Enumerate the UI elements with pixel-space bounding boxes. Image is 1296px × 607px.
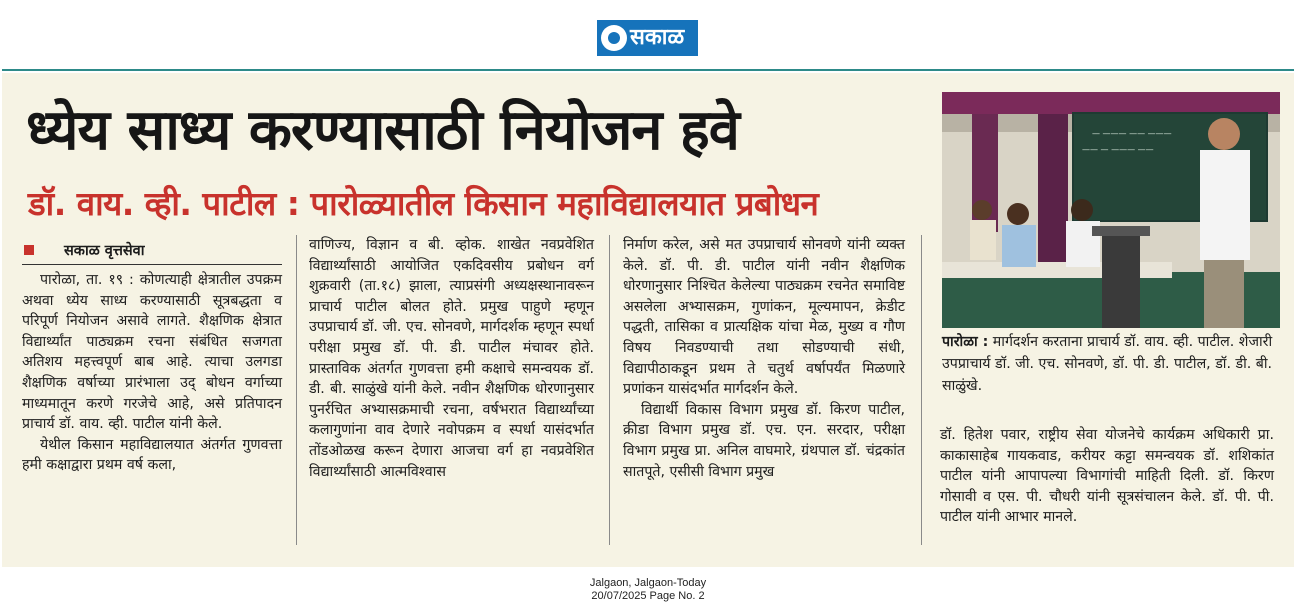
masthead-logo	[597, 20, 698, 56]
caption-label: पारोळा :	[942, 334, 989, 350]
column-divider	[296, 235, 297, 545]
caption-text: मार्गदर्शन करताना प्राचार्य डॉ. वाय. व्ही. पाटील. शेजारी उपप्राचार्य डॉ. जी. एच. सोनवणे, डॉ. पी. डी. पाटील, डॉ. डी. बी. साळुंखे.	[942, 334, 1273, 394]
bullet-square-icon	[24, 245, 34, 255]
paragraph: वाणिज्य, विज्ञान व बी. व्होक. शाखेत नवप्रवेशित विद्यार्थ्यांसाठी आयोजित एकदिवसीय प्रबोधन वर्ग शुक्रवारी (ता.१८) झाला, त्याप्रसंगी अध्यक्षस्थानावरून प्राचार्य पाटील बोलत होते. प्रमुख पाहुणे म्हणून उपप्राचार्य डॉ. जी. एच. सोनवणे, मार्गदर्शक म्हणून स्पर्धा परीक्षा प्रमुख डॉ. पी. डी. पाटील मंचावर होते. प्रास्ताविक अंतर्गत गुणवत्ता हमी कक्षाचे समन्वयक डॉ. डी. बी. साळुंखे यांनी केले. नवीन शैक्षणिक धोरणानुसार पुनर्रचित अभ्यासक्रमाची रचना, वर्षभरात विद्यार्थ्यांच्या कलागुणांना वाव देणारे नवोपक्रम व स्पर्धा यासंदर्भात तोंडओळख करून देणारा आजचा वर्ग हा नवप्रवेशित विद्यार्थ्यांसाठी आत्मविश्वास	[309, 237, 594, 480]
header-rule	[2, 69, 1294, 71]
event-photo-image	[942, 92, 1280, 328]
photo-caption	[942, 331, 1276, 397]
byline	[22, 235, 282, 265]
column-1	[22, 270, 282, 476]
column-divider	[921, 235, 922, 545]
paragraph: डॉ. हितेश पवार, राष्ट्रीय सेवा योजनेचे कार्यक्रम अधिकारी प्रा. काकासाहेब गायकवाड, करीयर कट्टा समन्वयक डॉ. शशिकांत पाटील यांनी आपापल्या विभागांची माहिती दिली. डॉ. किरण गोसावी व एस. पी. चौधरी यांनी सूत्रसंचालन केले. डॉ. पी. पी. पाटील यांनी आभार मानले.	[940, 427, 1274, 526]
paragraph: येथील किसान महाविद्यालयात अंतर्गत गुणवत्ता हमी कक्षाद्वारा प्रथम वर्ष कला,	[22, 436, 282, 474]
headline: ध्येय साध्य करण्यासाठी नियोजन हवे	[26, 98, 739, 163]
svg-text:—— — ——— ——: —— — ——— ——	[1082, 145, 1154, 154]
sakal-emblem-icon	[601, 25, 627, 51]
edition-label: Jalgaon, Jalgaon-Today	[589, 577, 707, 589]
page-footer	[0, 577, 1296, 603]
column-2	[309, 235, 594, 482]
news-clipping	[2, 73, 1294, 567]
paragraph: पारोळा, ता. १९ : कोणत्याही क्षेत्रातील उपक्रम अथवा ध्येय साध्य करण्यासाठी सूत्रबद्धता व परिपूर्ण नियोजन असावे लागते. शैक्षणिक क्षेत्रात विद्यार्थ्यांत पाठ्यक्रम रचना संबंधित सजगता अतिशय महत्त्वपूर्ण बाब आहे. त्याचा उलगडा शैक्षणिक वर्षाच्या प्रारंभाला उद् बोधन वर्गाच्या माध्यमातून करणे गरजेचे आहे, असे प्रतिपादन प्राचार्य डॉ. वाय. व्ही. पाटील यांनी केले.	[22, 272, 282, 433]
masthead-title: सकाळ	[630, 25, 685, 50]
paragraph: निर्माण करेल, असे मत उपप्राचार्य सोनवणे यांनी व्यक्त केले. डॉ. पी. डी. पाटील यांनी नवीन शैक्षणिक धोरणानुसार निश्चित केलेल्या पाठ्यक्रम रचनेत समाविष्ट असलेला अभ्यासक्रम, गुणांकन, मूल्यमापन, क्रेडीट पद्धती, तासिका व प्रात्यक्षिक यांचा मेळ, मुख्य व गौण विषय निवडण्याची तथा सोडण्याची संधी, विद्यापीठाकडून प्रथम ते चतुर्थ वर्षापर्यंत मिळणारे प्रणांकन यासंदर्भात मार्गदर्शन केले.	[623, 237, 905, 398]
column-4	[940, 425, 1274, 528]
byline-text: सकाळ वृत्तसेवा	[64, 242, 145, 259]
column-divider	[609, 235, 610, 545]
paragraph: विद्यार्थी विकास विभाग प्रमुख डॉ. किरण पाटील, क्रीडा विभाग प्रमुख डॉ. एच. एन. सरदार, परीक्षा विभाग प्रमुख प्रा. अनिल वाघमारे, ग्रंथपाल डॉ. चंद्रकांत सातपूते, एसीसी विभाग प्रमुख	[623, 401, 905, 480]
event-photo	[942, 92, 1280, 328]
svg-text:— ——— —— ———: — ——— —— ———	[1092, 129, 1172, 138]
column-3	[623, 235, 905, 482]
date-page-label: 20/07/2025 Page No. 2	[591, 590, 705, 602]
subheadline: डॉ. वाय. व्ही. पाटील : पारोळ्यातील किसान महाविद्यालयात प्रबोधन	[28, 184, 819, 223]
